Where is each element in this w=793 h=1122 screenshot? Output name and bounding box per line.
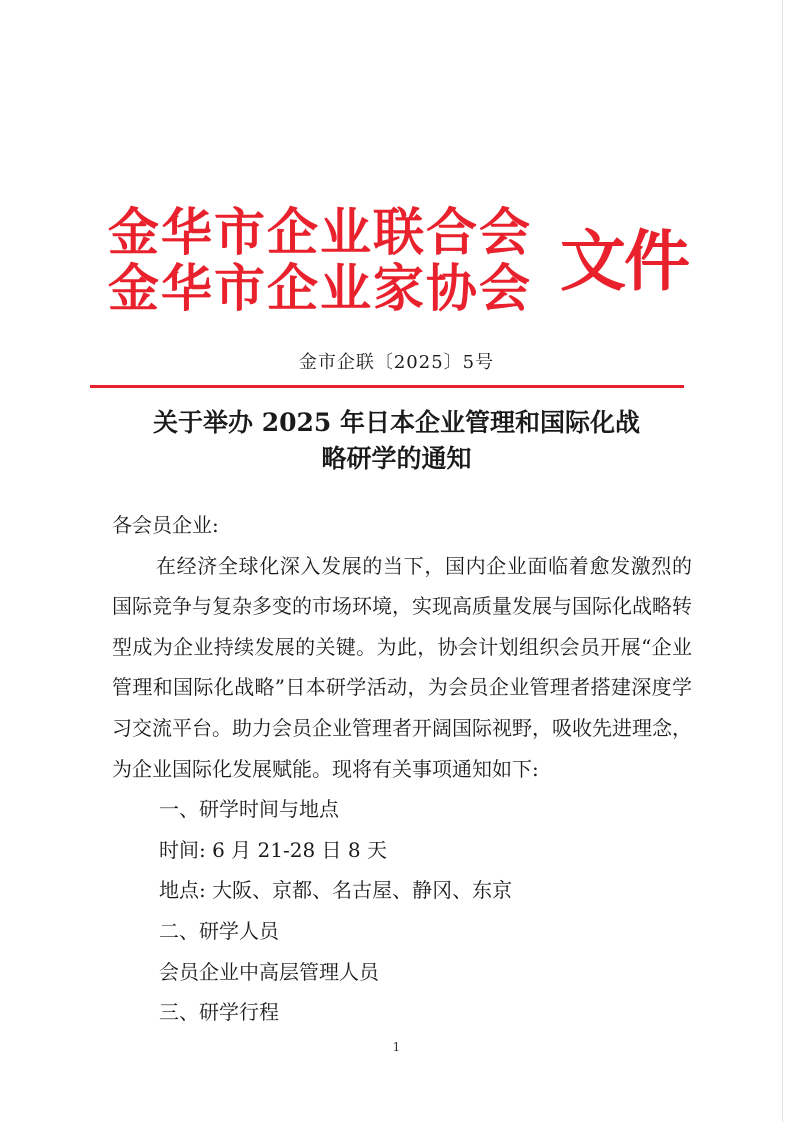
salutation: 各会员企业: xyxy=(112,513,219,537)
document-title xyxy=(0,405,793,477)
location-line: 地点: 大阪、京都、名古屋、静冈、东京 xyxy=(159,878,513,903)
document-type-label: 文件 xyxy=(560,223,688,300)
time-line: 时间: 6 月 21-28 日 8 天 xyxy=(159,837,387,862)
letterhead xyxy=(108,200,708,330)
section-heading-1: 一、研学时间与地点 xyxy=(159,797,339,822)
issuer-name-1: 金华市企业联合会 xyxy=(108,204,533,263)
section-heading-2: 二、研学人员 xyxy=(159,918,279,943)
document-number: 金市企联〔2025〕5号 xyxy=(298,352,495,373)
intro-paragraph: 在经济全球化深入发展的当下，国内企业面临着愈发激烈的国际竞争与复杂多变的市场环境，实现高质量发展与国际化战略转型成为企业持续发展的关键。为此，协会计划组织会员开展“企业管理和国际化战略”日本研学活动，为会员企业管理者搭建深度学习交流平台。助力会员企业管理者开阔国际视野，吸收先进理念，为企业国际化发展赋能。现将有关事项通知如下: xyxy=(112,553,692,781)
red-separator-line xyxy=(90,385,684,388)
document-body xyxy=(112,505,692,1033)
title-line-2: 略研学的通知 xyxy=(321,444,472,473)
section-heading-3: 三、研学行程 xyxy=(159,1000,279,1025)
page-edge xyxy=(782,0,783,1122)
title-line-1: 关于举办 2025 年日本企业管理和国际化战 xyxy=(153,408,640,437)
page-number: 1 xyxy=(392,1040,401,1054)
issuer-name-2: 金华市企业家协会 xyxy=(108,260,533,319)
participants-line: 会员企业中高层管理人员 xyxy=(159,959,379,984)
